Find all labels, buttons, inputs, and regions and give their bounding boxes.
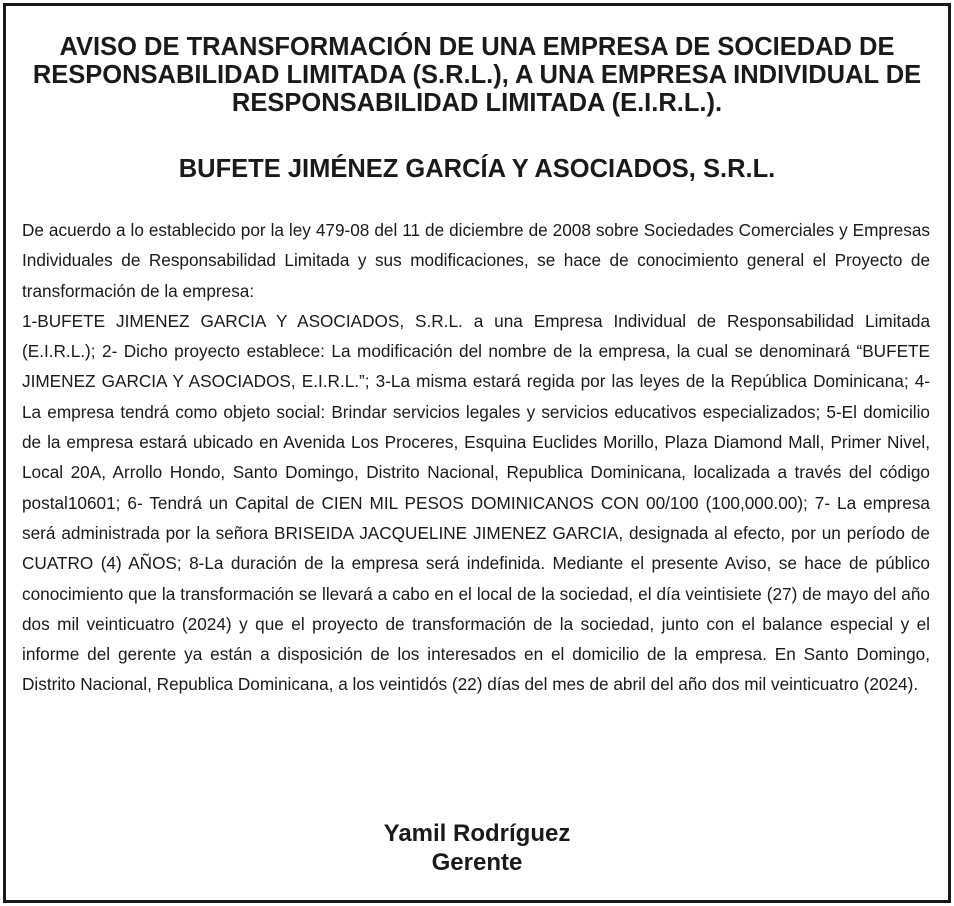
signer-title: Gerente xyxy=(431,849,523,876)
notice-frame xyxy=(3,3,951,903)
notice-body xyxy=(22,215,930,700)
notice-title: AVISO DE TRANSFORMACIÓN DE UNA EMPRESA DE SOCIEDAD DE RESPONSABILIDAD LIMITADA (S.R.L.), A UNA EMPRESA INDIVIDUAL DE RESPONSABILIDAD LIMITADA (E.I.R.L.). xyxy=(32,33,922,117)
signer-name: Yamil Rodríguez xyxy=(383,820,571,847)
signature-block xyxy=(20,819,934,877)
company-name: BUFETE JIMÉNEZ GARCÍA Y ASOCIADOS, S.R.L. xyxy=(178,155,776,183)
terms-paragraph: 1-BUFETE JIMENEZ GARCIA Y ASOCIADOS, S.R.L. a una Empresa Individual de Responsabilidad Limitada (E.I.R.L.); 2- Dicho proyecto establece: La modificación del nombre de la empresa, la cual se denominará “BUFETE JIMENEZ GARCIA Y ASOCIADOS, E.I.R.L.”; 3-La misma estará regida por las leyes de la República Dominicana; 4- La empresa tendrá como objeto social: Brindar servicios legales y servicios educativos especializados; 5-El domicilio de la empresa estará ubicado en Avenida Los Proceres, Esquina Euclides Morillo, Plaza Diamond Mall, Primer Nivel, Local 20A, Arrollo Hondo, Santo Domingo, Distrito Nacional, Republica Dominicana, localizada a través del código postal10601; 6- Tendrá un Capital de CIEN MIL PESOS DOMINICANOS CON 00/100 (100,000.00); 7- La empresa será administrada por la señora BRISEIDA JACQUELINE JIMENEZ GARCIA, designada al efecto, por un período de CUATRO (4) AÑOS; 8-La duración de la empresa será indefinida. Mediante el presente Aviso, se hace de público conocimiento que la transformación se llevará a cabo en el local de la sociedad, el día veintisiete (27) de mayo del año dos mil veinticuatro (2024) y que el proyecto de transformación de la sociedad, junto con el balance especial y el informe del gerente ya están a disposición de los interesados en el domicilio de la empresa. En Santo Domingo, Distrito Nacional, Republica Dominicana, a los veintidós (22) días del mes de abril del año dos mil veinticuatro (2024). xyxy=(22,310,930,695)
intro-paragraph: De acuerdo a lo establecido por la ley 479-08 del 11 de diciembre de 2008 sobre Sociedades Comerciales y Empresas Individuales de Responsabilidad Limitada y sus modificaciones, se hace de conocimiento general el Proyecto de transformación de la empresa: xyxy=(22,220,930,301)
